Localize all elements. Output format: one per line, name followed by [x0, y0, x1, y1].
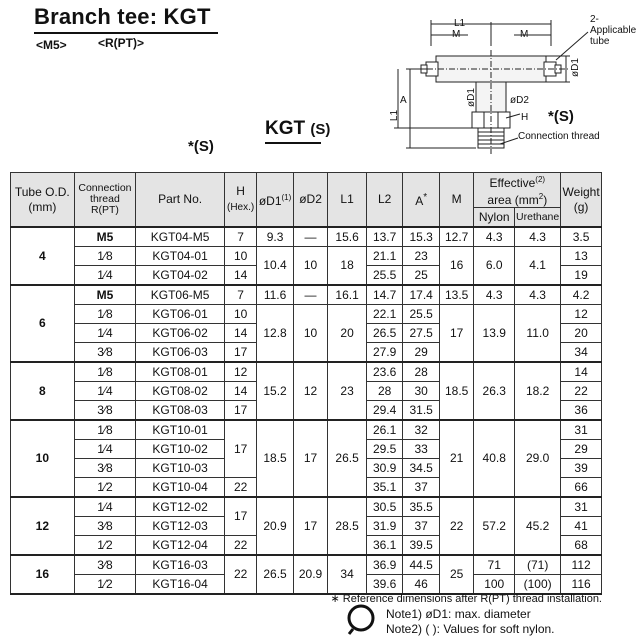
label-tube: tube: [590, 36, 610, 47]
cell-tube-od: 4: [11, 227, 75, 285]
cell-weight: 3.5: [561, 227, 602, 247]
dim-od2: øD2: [510, 95, 529, 106]
cell-m: 22: [439, 497, 473, 555]
cell-weight: 13: [561, 247, 602, 266]
cell-weight: 4.2: [561, 285, 602, 305]
col-eff-l2: area (mm: [487, 193, 539, 207]
col-h: [224, 173, 256, 228]
col-weight-label: Weight: [562, 184, 600, 199]
cell-h: 14: [224, 266, 256, 286]
col-a-star: *: [423, 192, 428, 203]
cell-weight: 20: [561, 324, 602, 343]
cell-thread: 1⁄8: [74, 362, 136, 382]
cell-l1: 20: [328, 305, 367, 363]
cell-urethane: 4.3: [515, 227, 561, 247]
cell-h: 14: [224, 324, 256, 343]
cell-h: 10: [224, 305, 256, 324]
cell-thread: 1⁄4: [74, 497, 136, 517]
cell-h: 17: [224, 401, 256, 421]
cell-tube-od: 10: [11, 420, 75, 497]
cell-d2: 12: [293, 362, 327, 420]
footnote-note2: Note2) ( ): Values for soft nylon.: [386, 622, 555, 636]
col-conn-l2: thread: [90, 193, 120, 205]
cell-a: 37: [403, 478, 440, 498]
col-eff-l1: Effective: [489, 176, 536, 190]
cell-thread: 1⁄8: [74, 305, 136, 324]
cell-l1: 15.6: [328, 227, 367, 247]
cell-l2: 35.1: [366, 478, 403, 498]
cell-thread: 3⁄8: [74, 555, 136, 575]
cell-nylon: 4.3: [474, 227, 515, 247]
model-suffix: (S): [310, 121, 331, 138]
cell-l1: 28.5: [328, 497, 367, 555]
col-eff-sup: 2: [538, 192, 544, 201]
cell-h: 17: [224, 497, 256, 536]
cell-part-no: KGT08-03: [136, 401, 225, 421]
col-d1-label: øD1: [258, 194, 282, 208]
cell-part-no: KGT04-01: [136, 247, 225, 266]
col-nylon: Nylon: [474, 208, 515, 228]
cell-l2: 27.9: [366, 343, 403, 363]
cell-weight: 39: [561, 459, 602, 478]
cell-a: 31.5: [403, 401, 440, 421]
cell-part-no: KGT08-01: [136, 362, 225, 382]
col-urethane: Urethane: [515, 208, 561, 228]
cell-nylon: 4.3: [474, 285, 515, 305]
cell-d2: 17: [293, 420, 327, 497]
cell-l2: 13.7: [366, 227, 403, 247]
cell-nylon: 100: [474, 575, 515, 595]
col-eff-close: ): [543, 193, 548, 207]
col-weight-unit: (g): [573, 199, 589, 214]
cell-thread: 1⁄8: [74, 420, 136, 440]
label-connection-thread: Connection thread: [518, 131, 600, 142]
cell-thread: M5: [74, 227, 136, 247]
cell-a: 15.3: [403, 227, 440, 247]
cell-l2: 36.1: [366, 536, 403, 556]
cell-weight: 112: [561, 555, 602, 575]
cell-a: 25.5: [403, 305, 440, 324]
cell-a: 28: [403, 362, 440, 382]
cell-h: 7: [224, 285, 256, 305]
cell-h: 17: [224, 343, 256, 363]
title-underline: [34, 32, 218, 34]
cell-m: 17: [439, 305, 473, 363]
col-a-label: A: [415, 194, 424, 208]
col-h-unit: (Hex.): [227, 202, 255, 213]
cell-h: 14: [224, 382, 256, 401]
col-h-label: H: [236, 184, 245, 198]
cell-part-no: KGT12-04: [136, 536, 225, 556]
cell-h: 22: [224, 536, 256, 556]
cell-part-no: KGT10-04: [136, 478, 225, 498]
cell-part-no: KGT16-03: [136, 555, 225, 575]
cell-a: 37: [403, 517, 440, 536]
cell-m: 13.5: [439, 285, 473, 305]
col-tube-od-label: Tube O.D.: [14, 184, 70, 199]
cell-part-no: KGT08-02: [136, 382, 225, 401]
col-conn-l1: Connection: [78, 182, 132, 194]
col-part-no: Part No.: [136, 173, 225, 228]
cell-h: 12: [224, 362, 256, 382]
cell-l2: 39.6: [366, 575, 403, 595]
dim-m-right: M: [520, 29, 529, 40]
col-eff-note: (2): [535, 175, 546, 184]
cell-h: 7: [224, 227, 256, 247]
col-m: M: [439, 173, 473, 228]
cell-h: 22: [224, 478, 256, 498]
subtitle-m5: <M5>: [36, 38, 67, 52]
cell-thread: 1⁄4: [74, 324, 136, 343]
cell-thread: 1⁄4: [74, 382, 136, 401]
cell-l2: 29.4: [366, 401, 403, 421]
cell-thread: 3⁄8: [74, 459, 136, 478]
cell-d2: 10: [293, 247, 327, 286]
cell-weight: 36: [561, 401, 602, 421]
footnote-reference: ∗ Reference dimensions after R(PT) thread installation.: [330, 593, 602, 605]
col-effective-area: [474, 173, 561, 208]
cell-l2: 22.1: [366, 305, 403, 324]
dim-m-left: M: [452, 29, 461, 40]
cell-weight: 34: [561, 343, 602, 363]
cell-tube-od: 12: [11, 497, 75, 555]
cell-thread: 3⁄8: [74, 401, 136, 421]
cell-l2: 14.7: [366, 285, 403, 305]
cell-a: 46: [403, 575, 440, 595]
col-l1: L1: [328, 173, 367, 228]
footnote-note1: Note1) øD1: max. diameter: [386, 607, 531, 621]
cell-l2: 29.5: [366, 440, 403, 459]
model-underline: [265, 142, 321, 144]
cell-h: 10: [224, 247, 256, 266]
cell-l2: 23.6: [366, 362, 403, 382]
cell-part-no: KGT06-01: [136, 305, 225, 324]
col-weight: [561, 173, 602, 228]
cell-l2: 21.1: [366, 247, 403, 266]
cell-part-no: KGT10-01: [136, 420, 225, 440]
table-row: [11, 305, 602, 324]
cell-part-no: KGT12-03: [136, 517, 225, 536]
cell-a: 44.5: [403, 555, 440, 575]
cell-nylon: 6.0: [474, 247, 515, 286]
cell-l1: 18: [328, 247, 367, 286]
cell-d1: 18.5: [257, 420, 294, 497]
star-s-right: *(S): [548, 108, 574, 125]
cell-weight: 29: [561, 440, 602, 459]
col-l2: L2: [366, 173, 403, 228]
cell-a: 32: [403, 420, 440, 440]
table-row: [11, 285, 602, 305]
cell-a: 25: [403, 266, 440, 286]
cell-weight: 19: [561, 266, 602, 286]
label-applicable: 2-Applicable: [590, 14, 637, 36]
cell-thread: M5: [74, 285, 136, 305]
cell-part-no: KGT16-04: [136, 575, 225, 595]
cell-urethane: 4.3: [515, 285, 561, 305]
cell-nylon: 40.8: [474, 420, 515, 497]
table-row: [11, 420, 602, 440]
cell-weight: 31: [561, 420, 602, 440]
cell-d2: —: [293, 227, 327, 247]
cell-weight: 116: [561, 575, 602, 595]
cell-urethane: 29.0: [515, 420, 561, 497]
cell-l2: 28: [366, 382, 403, 401]
cell-part-no: KGT10-02: [136, 440, 225, 459]
subtitle-rpt: <R(PT)>: [98, 36, 145, 50]
cell-m: 21: [439, 420, 473, 497]
cell-d2: 17: [293, 497, 327, 555]
cell-a: 35.5: [403, 497, 440, 517]
cell-a: 17.4: [403, 285, 440, 305]
cell-weight: 31: [561, 497, 602, 517]
cell-weight: 66: [561, 478, 602, 498]
cell-m: 12.7: [439, 227, 473, 247]
star-s-left: *(S): [188, 138, 214, 155]
cell-weight: 41: [561, 517, 602, 536]
cell-urethane: 4.1: [515, 247, 561, 286]
col-a: [403, 173, 440, 228]
table-row: [11, 362, 602, 382]
cell-l2: 31.9: [366, 517, 403, 536]
cell-a: 23: [403, 247, 440, 266]
cell-m: 25: [439, 555, 473, 594]
cell-a: 39.5: [403, 536, 440, 556]
cell-urethane: (100): [515, 575, 561, 595]
cell-part-no: KGT06-M5: [136, 285, 225, 305]
col-d2: øD2: [293, 173, 327, 228]
cell-l1: 23: [328, 362, 367, 420]
cell-nylon: 13.9: [474, 305, 515, 363]
cell-l1: 34: [328, 555, 367, 594]
cell-thread: 1⁄2: [74, 478, 136, 498]
model-heading: [265, 118, 330, 140]
cell-a: 33: [403, 440, 440, 459]
cell-h: 22: [224, 555, 256, 594]
cell-urethane: 18.2: [515, 362, 561, 420]
cell-a: 29: [403, 343, 440, 363]
cell-urethane: 45.2: [515, 497, 561, 555]
cell-a: 34.5: [403, 459, 440, 478]
table-row: [11, 247, 602, 266]
cell-part-no: KGT06-03: [136, 343, 225, 363]
dim-od1-center: øD1: [465, 88, 477, 107]
dim-h: H: [521, 112, 529, 123]
cell-nylon: 71: [474, 555, 515, 575]
cell-thread: 1⁄4: [74, 440, 136, 459]
cell-thread: 1⁄4: [74, 266, 136, 286]
cell-l1: 26.5: [328, 420, 367, 497]
cell-h: 17: [224, 420, 256, 478]
cell-l1: 16.1: [328, 285, 367, 305]
dim-l1-top: L1: [454, 18, 466, 29]
spec-table: [10, 172, 602, 595]
col-conn-l3: R(PT): [90, 204, 119, 216]
cell-d2: —: [293, 285, 327, 305]
cell-weight: 14: [561, 362, 602, 382]
dim-od1-right: øD1: [569, 58, 581, 77]
col-d1-note: (1): [281, 193, 292, 202]
cell-part-no: KGT06-02: [136, 324, 225, 343]
cell-l2: 30.9: [366, 459, 403, 478]
cell-d1: 11.6: [257, 285, 294, 305]
cell-d1: 12.8: [257, 305, 294, 363]
cell-d1: 9.3: [257, 227, 294, 247]
cell-tube-od: 8: [11, 362, 75, 420]
cell-d1: 10.4: [257, 247, 294, 286]
cell-d2: 10: [293, 305, 327, 363]
cell-thread: 1⁄2: [74, 536, 136, 556]
page-title: Branch tee: KGT: [34, 4, 211, 29]
cell-weight: 68: [561, 536, 602, 556]
col-d1: [257, 173, 294, 228]
cell-l2: 25.5: [366, 266, 403, 286]
cell-l2: 26.5: [366, 324, 403, 343]
cell-part-no: KGT04-02: [136, 266, 225, 286]
magnifier-icon: [344, 602, 378, 636]
cell-thread: 3⁄8: [74, 343, 136, 363]
cell-l2: 26.1: [366, 420, 403, 440]
cell-thread: 3⁄8: [74, 517, 136, 536]
cell-thread: 1⁄8: [74, 247, 136, 266]
table-row: [11, 497, 602, 517]
table-row: [11, 555, 602, 575]
cell-m: 16: [439, 247, 473, 286]
col-tube-od: [11, 173, 75, 228]
cell-d1: 20.9: [257, 497, 294, 555]
cell-weight: 22: [561, 382, 602, 401]
dim-l1-left: L1: [389, 109, 401, 122]
cell-urethane: 11.0: [515, 305, 561, 363]
cell-urethane: (71): [515, 555, 561, 575]
cell-nylon: 57.2: [474, 497, 515, 555]
cell-weight: 12: [561, 305, 602, 324]
cell-a: 30: [403, 382, 440, 401]
cell-d1: 15.2: [257, 362, 294, 420]
cell-part-no: KGT10-03: [136, 459, 225, 478]
cell-d1: 26.5: [257, 555, 294, 594]
dim-a: A: [400, 95, 407, 106]
label-applicable-tube: [590, 14, 640, 47]
col-tube-od-unit: (mm): [28, 199, 57, 214]
cell-m: 18.5: [439, 362, 473, 420]
cell-tube-od: 16: [11, 555, 75, 594]
model-name: KGT: [265, 118, 306, 139]
table-row: [11, 227, 602, 247]
cell-l2: 30.5: [366, 497, 403, 517]
cell-a: 27.5: [403, 324, 440, 343]
cell-part-no: KGT12-02: [136, 497, 225, 517]
cell-nylon: 26.3: [474, 362, 515, 420]
cell-thread: 1⁄2: [74, 575, 136, 595]
cell-l2: 36.9: [366, 555, 403, 575]
col-connection-thread: [74, 173, 136, 228]
cell-tube-od: 6: [11, 285, 75, 362]
cell-d2: 20.9: [293, 555, 327, 594]
cell-part-no: KGT04-M5: [136, 227, 225, 247]
